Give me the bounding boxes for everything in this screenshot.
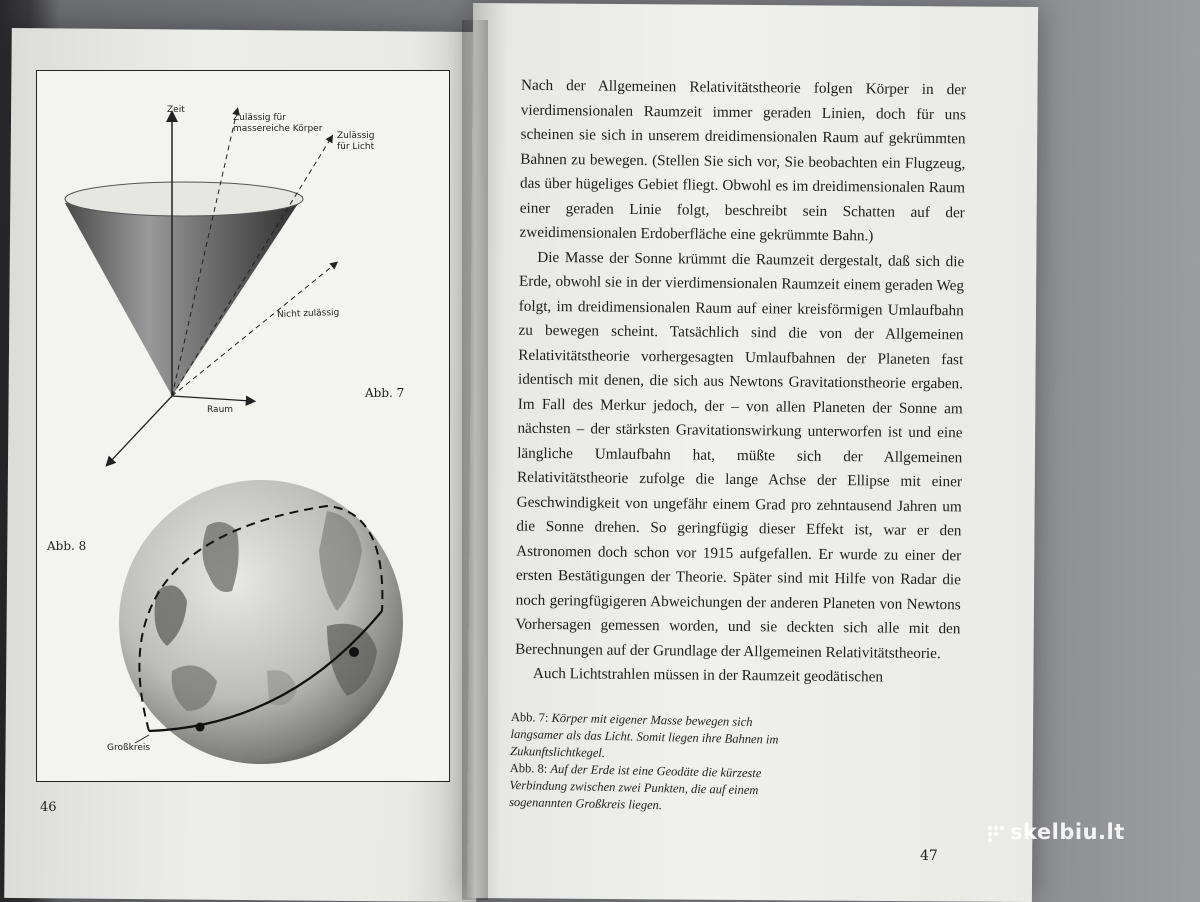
- globe-diagram: [119, 480, 403, 764]
- space-axis-depth: [109, 396, 172, 463]
- right-page-number: 47: [920, 848, 938, 864]
- left-page-number: 46: [40, 800, 57, 815]
- paragraph-3: Auch Lichtstrahlen müssen in der Raumzeit geodätischen: [532, 664, 884, 686]
- great-circle-label: Großkreis: [107, 743, 151, 753]
- axis-time-label: Zeit: [167, 105, 185, 115]
- figure8-label: Abb. 8: [47, 539, 87, 553]
- book-gutter: [462, 20, 488, 900]
- figure-captions: [509, 709, 801, 817]
- caption-abb7: [510, 709, 801, 766]
- point-b: [349, 647, 359, 657]
- light-cone: [65, 196, 303, 396]
- caption-abb7-prefix: Abb. 7:: [510, 709, 552, 725]
- not-allowed-label: Nicht zulässig: [276, 307, 340, 321]
- axis-space-label: Raum: [207, 405, 234, 415]
- figure-illustration: [37, 71, 449, 781]
- caption-abb7-text: Körper mit eigener Masse bewegen sich langsamer als das Licht. Somit liegen ihre Bahnen im Zukunftslichtkegel.: [510, 710, 779, 760]
- body-text: [515, 74, 966, 691]
- figure-frame: [36, 70, 450, 782]
- space-axis: [172, 396, 251, 401]
- cone-rim: [65, 182, 303, 216]
- caption-abb8-text: Auf der Erde ist eine Geodäte die kürzeste Verbindung zwischen zwei Punkten, die auf einem sogenannten Großkreis liegen.: [509, 761, 762, 813]
- watermark-text: skelbiu.lt: [1010, 820, 1125, 844]
- paragraph-1: Nach der Allgemeinen Relativitätstheorie folgen Körper in der vierdimensionalen Raumzeit immer geraden Linien, doch für uns scheinen sie sich in unserem dreidimensionalen Raum auf gekrümmten Bahnen zu bewegen. (Stellen Sie sich vor, Sie beobachten ein Flugzeug, das über hügeliges Gebiet fliegt. Obwohl es im dreidimensionalen Raum einer geraden Linie folgt, beschreibt sein Schatten auf der zweidimensionalen Erdoberfläche eine gekrümmte Bahn.): [519, 76, 967, 245]
- light-cone-diagram: [65, 111, 335, 463]
- caption-abb8-prefix: Abb. 8:: [509, 760, 551, 776]
- figure7-label: Abb. 7: [365, 386, 405, 400]
- watermark-logo-icon: [985, 823, 1007, 845]
- point-a: [196, 723, 205, 732]
- allowed-massive-label: Zulässig für massereiche Körper: [233, 113, 323, 134]
- allowed-light-label: Zulässig für Licht: [337, 131, 375, 152]
- paragraph-2: Die Masse der Sonne krümmt die Raumzeit dergestalt, daß sich die Erde, obwohl sie in der vierdimensionalen Raumzeit einem geraden Weg folgt, im dreidimensionalen Raum auf einer kreisförmigen Umlaufbahn zu bewegen scheint. Tatsächlich sind die von der Allgemeinen Relativitätstheorie vorhergesagten Umlaufbahnen der Planeten fast identisch mit denen, die sich aus Newtons Gravitationstheorie ergaben. Im Fall des Merkur jedoch, der – von allen Planeten der Sonne am nächsten – der stärksten Gravitationswirkung unterworfen ist und eine längliche Umlaufbahn hat, müßte sich der Allgemeinen Relativitätstheorie zufolge die lange Achse der Ellipse mit einer Geschwindigkeit von ungefähr einem Grad pro zehntausend Jahren um die Sonne drehen. So geringfügig dieser Effekt ist, war er den Astronomen doch schon vor 1915 aufgefallen. Er wurde zu einer der ersten Bestätigungen der Theorie. Später sind mit Hilfe von Radar die noch geringfügigeren Abweichungen der anderen Planeten von Newtons Vorhersagen gemessen worden, und sie deckten sich alle mit den Berechnungen auf der Grundlage der Allgemeinen Relativitätstheorie.: [515, 248, 965, 662]
- great-circle-pointer: [135, 735, 149, 743]
- caption-abb8: [509, 760, 800, 817]
